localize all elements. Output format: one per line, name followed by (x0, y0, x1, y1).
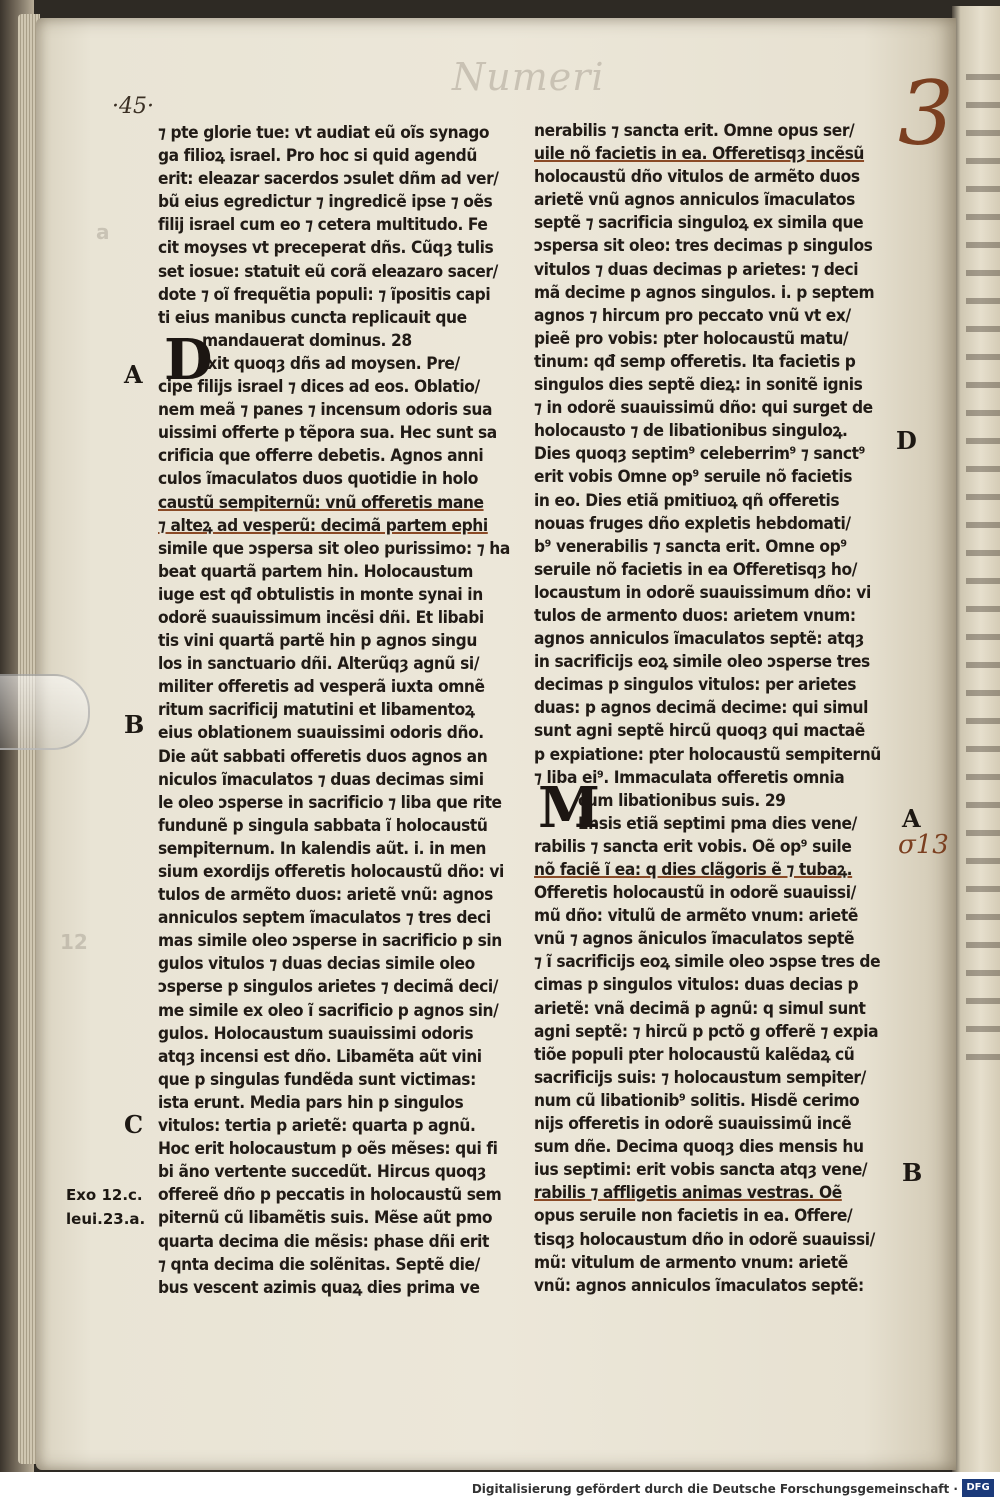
footer-bar (0, 1472, 1000, 1505)
text-line: num cũ libationib⁹ solitis. Hisdẽ cerimo (534, 1090, 860, 1111)
text-line: gulos vitulos ⁊ duas decias simile oleo (158, 954, 475, 975)
text-line: Offeretis holocaustũ in odorẽ suauissi/ (534, 883, 856, 904)
text-line: holocaustũ dño vitulos de armẽto duos (534, 167, 860, 188)
text-line: sium exordijs offeretis holocaustũ dño: vi (158, 862, 504, 882)
text-line: sunt agni septẽ hircũ quoqȝ qui mactaẽ (534, 721, 865, 742)
text-line: los in sanctuario dñi. Alterũqȝ agnũ si/ (158, 654, 480, 675)
right-text-column (534, 120, 894, 1298)
text-line: mã decime p agnos singulos. i. p septem (534, 282, 875, 303)
text-line: vnũ: agnos anniculos ĩmaculatos septẽ: (534, 1275, 864, 1296)
text-line: ⁊ alteꝝ ad vesperũ: decimã partem ephi (158, 515, 488, 536)
margin-letter-d: D (896, 426, 917, 455)
text-line: cipe filijs israel ⁊ dices ad eos. Oblatio/ (158, 377, 480, 398)
text-line: sempiternum. In kalendis aũt. i. in men (158, 838, 487, 859)
text-line: gulos. Holocaustum suauissimi odoris (158, 1023, 474, 1044)
text-line: sum dñe. Decima quoqȝ dies mensis hu (534, 1137, 864, 1158)
text-line: bũ eius egredictur ⁊ ingredicẽ ipse ⁊ oẽs (158, 192, 493, 213)
text-line: nijs offeretis in odorẽ suauissimũ incẽ (534, 1114, 852, 1135)
text-line: Hoc erit holocaustum p oẽs mẽses: qui fi (158, 1139, 498, 1160)
text-line: eius oblationem suauissimi odoris dño. (158, 723, 484, 744)
text-line: cit moyses vt preceperat dñs. Cũqȝ tulis (158, 238, 494, 259)
text-line: uile nõ facietis in ea. Offeretisqȝ incẽsũ (534, 144, 865, 165)
footer-credit: Digitalisierung gefördert durch die Deutsche Forschungsgemeinschaft · (471, 1482, 958, 1496)
text-line: culos ĩmaculatos duos quotidie in holo (158, 469, 478, 490)
text-line: cum libationibus suis. 29 (578, 790, 786, 811)
text-line: nerabilis ⁊ sancta erit. Omne opus ser/ (534, 121, 855, 141)
text-line: in sacrificijs eoꝝ simile oleo ↄsperse tres (534, 652, 870, 673)
margin-reference-exodus: Exo 12.c. (66, 1186, 143, 1204)
text-line: b⁹ venerabilis ⁊ sancta erit. Omne op⁹ (534, 536, 847, 557)
facing-page-text-glimpse (966, 60, 1000, 1060)
text-line: holocausto ⁊ de libationibus singuloꝝ. (534, 421, 848, 442)
text-line: nouas fruges dño expletis hebdomati/ (534, 513, 851, 534)
running-head: Numeri (452, 55, 605, 99)
text-line: agnos anniculos ĩmaculatos septẽ: atqȝ (534, 629, 864, 650)
text-line: opus seruile non facietis in ea. Offere/ (534, 1206, 853, 1227)
text-line: mũ: vitulum de armento vnum: arietẽ (534, 1252, 848, 1273)
text-line: decimas p singulos vitulos: per arietes (534, 675, 857, 696)
margin-letter-b: B (124, 710, 145, 739)
text-line: in eo. Dies etiã pmitiuoꝝ qñ offeretis (534, 490, 840, 511)
text-line: beat quartã partem hin. Holocaustum (158, 561, 474, 582)
text-line: dote ⁊ oĩ frequẽtia populi: ⁊ ĩpositis capi (158, 284, 491, 305)
text-line: vnũ ⁊ agnos ãniculos ĩmaculatos septẽ (534, 929, 855, 950)
margin-letter-b2: B (902, 1158, 923, 1187)
margin-letter-c: C (124, 1110, 144, 1139)
text-line: ↄspersa sit oleo: tres decimas p singulos (534, 236, 873, 257)
text-line: sacrificijs suis: ⁊ holocaustum sempiter/ (534, 1067, 866, 1088)
text-line: piternũ cũ libamẽtis suis. Mẽse aũt pmo (158, 1208, 493, 1229)
text-line: vitulos: tertia p arietẽ: quarta p agnũ. (158, 1116, 476, 1137)
text-line: arietẽ vnũ agnos anniculos ĩmaculatos (534, 190, 855, 211)
text-line: arietẽ: vnã decimã p agnũ: q simul sunt (534, 998, 866, 1019)
text-line: que p singulas fundẽda sunt victimas: (158, 1069, 476, 1090)
text-line: seruile nõ facietis in ea Offeretisqȝ ho/ (534, 559, 857, 580)
text-line: rabilis ⁊ sancta erit vobis. Oẽ op⁹ suile (534, 836, 852, 857)
decorated-initial-right: M (538, 775, 600, 841)
text-line: caustũ sempiternũ: vnũ offeretis mane (158, 492, 484, 513)
text-line: offereẽ dño p peccatis in holocaustũ sem (158, 1185, 502, 1206)
left-text-column (158, 122, 518, 1300)
text-line: niculos ĩmaculatos ⁊ duas decimas simi (158, 769, 484, 790)
text-line: odorẽ suauissimum incẽsi dñi. Et libabi (158, 607, 484, 628)
text-line: ⁊ liba ei⁹. Immaculata offeretis omnia (534, 767, 845, 788)
text-line: mũ dño: vitulũ de armẽto vnum: arietẽ (534, 906, 858, 927)
decorated-initial-left: D (164, 327, 213, 393)
text-line: mandauerat dominus. 28 (202, 330, 412, 351)
text-line: singulos dies septẽ dieꝝ: in sonitẽ ignis (534, 375, 863, 396)
text-line: le oleo ↄsperse in sacrificio ⁊ liba que rite (158, 792, 502, 813)
text-line: Dies quoqȝ septim⁹ celeberrim⁹ ⁊ sanct⁹ (534, 444, 865, 465)
ink-bracket-annotation: 3 (898, 62, 954, 165)
text-line: duas: p agnos decimã decime: qui simul (534, 698, 869, 719)
margin-reference-leviticus: leui.23.a. (66, 1210, 146, 1228)
dfg-logo: DFG (962, 1479, 994, 1497)
text-line: agni septẽ: ⁊ hircũ p pctõ g offerẽ ⁊ expia (534, 1021, 879, 1042)
text-line: ⁊ qnta decima die solẽnitas. Septẽ die/ (158, 1254, 480, 1275)
text-line: ius septimi: erit vobis sancta atqȝ vene/ (534, 1160, 868, 1181)
text-line: vitulos ⁊ duas decimas p arietes: ⁊ deci (534, 259, 859, 280)
text-line: tis vini quartã partẽ hin p agnos singu (158, 631, 477, 652)
text-line: crificia que offerre debetis. Agnos anni (158, 446, 484, 467)
text-line: filij israel cum eo ⁊ cetera multitudo. Fe (158, 215, 488, 236)
text-line: pieẽ pro vobis: pter holocaustũ matu/ (534, 328, 849, 349)
text-line: erit vobis Omne op⁹ seruile nõ facietis (534, 467, 853, 488)
text-line: ritum sacrificij matutini et libamentoꝝ (158, 700, 475, 721)
text-line: cimas p singulos vitulos: duas decias p (534, 975, 859, 996)
text-line: me simile ex oleo ĩ sacrificio p agnos sin/ (158, 1000, 499, 1021)
text-line: nem meã ⁊ panes ⁊ incensum odoris sua (158, 400, 492, 421)
margin-letter-a: A (124, 360, 143, 389)
text-line: Die aũt sabbati offeretis duos agnos an (158, 746, 488, 767)
book-clip (0, 674, 90, 750)
text-line: ↄsperse p singulos arietes ⁊ decimã deci/ (158, 977, 499, 998)
ink-margin-note: σ13 (898, 830, 949, 860)
text-line: uissimi offerte p tẽpora sua. Hec sunt sa (158, 423, 497, 444)
text-line: tulos de armento duos: arietem vnum: (534, 605, 856, 626)
text-line: nõ faciẽ ĩ ea: q dies clãgoris ẽ ⁊ tubaꝝ. (534, 860, 853, 880)
text-line: erit: eleazar sacerdos ↄsulet dñm ad ver/ (158, 169, 499, 190)
text-line: ⁊ pte glorie tue: vt audiat eũ oĩs synago (158, 123, 490, 143)
text-line: bus vescent azimis quaꝝ dies prima ve (158, 1277, 480, 1298)
text-line: bi ãno vertente succedũt. Hircus quoqȝ (158, 1162, 486, 1183)
folio-number: ·45· (112, 94, 154, 119)
text-line: locaustum in odorẽ suauissimum dño: vi (534, 582, 871, 603)
text-line: set iosue: statuit eũ corã eleazaro sacer/ (158, 261, 498, 282)
text-line: rabilis ⁊ affligetis animas vestras. Oẽ (534, 1183, 842, 1204)
text-line: ista erunt. Media pars hin p singulos (158, 1092, 464, 1113)
text-line: ga filioꝝ israel. Pro hoc si quid agendũ (158, 146, 477, 167)
text-line: fundunẽ p singula sabbata ĩ holocaustũ (158, 815, 488, 836)
text-line: tinum: qđ semp offeretis. Ita facietis p (534, 351, 856, 372)
text-line: atqȝ incensi est dño. Libamẽta aũt vini (158, 1046, 482, 1067)
text-line: Ixit quoqȝ dñs ad moysen. Pre/ (202, 353, 460, 374)
bleed-through-text: a (96, 220, 110, 244)
text-line: militer offeretis ad vesperã iuxta omnẽ (158, 677, 485, 698)
bleed-through-text: 12 (60, 930, 88, 954)
text-line: p expiatione: pter holocaustũ sempiternũ (534, 744, 881, 765)
text-line: anniculos septem ĩmaculatos ⁊ tres deci (158, 908, 491, 929)
text-line: septẽ ⁊ sacrificia singuloꝝ ex simila que (534, 213, 864, 234)
text-line: iuge est qđ obtulistis in monte synai in (158, 584, 483, 605)
text-line: quarta decima die mẽsis: phase dñi erit (158, 1231, 489, 1252)
text-line: ⁊ ĩ sacrificijs eoꝝ simile oleo ↄspse tres de (534, 952, 881, 973)
text-line: ti eius manibus cuncta replicauit que (158, 307, 467, 328)
text-line: tulos de armẽto duos: arietẽ vnũ: agnos (158, 885, 493, 906)
text-line: simile que ↄspersa sit oleo purissimo: ⁊ ha (158, 538, 510, 559)
text-line: ⁊ in odorẽ suauissimũ dño: qui surget de (534, 398, 873, 419)
text-line: agnos ⁊ hircum pro peccato vnũ vt ex/ (534, 305, 851, 326)
text-line: tiõe populi pter holocaustũ kalẽdaꝝ cũ (534, 1044, 855, 1065)
margin-letter-a2: A (902, 804, 921, 833)
text-line: mas simile oleo ↄsperse in sacrificio p sin (158, 931, 502, 952)
text-line: tisqȝ holocaustum dño in odorẽ suauissi/ (534, 1229, 875, 1250)
text-line: Ensis etiã septimi pma dies vene/ (578, 813, 857, 834)
